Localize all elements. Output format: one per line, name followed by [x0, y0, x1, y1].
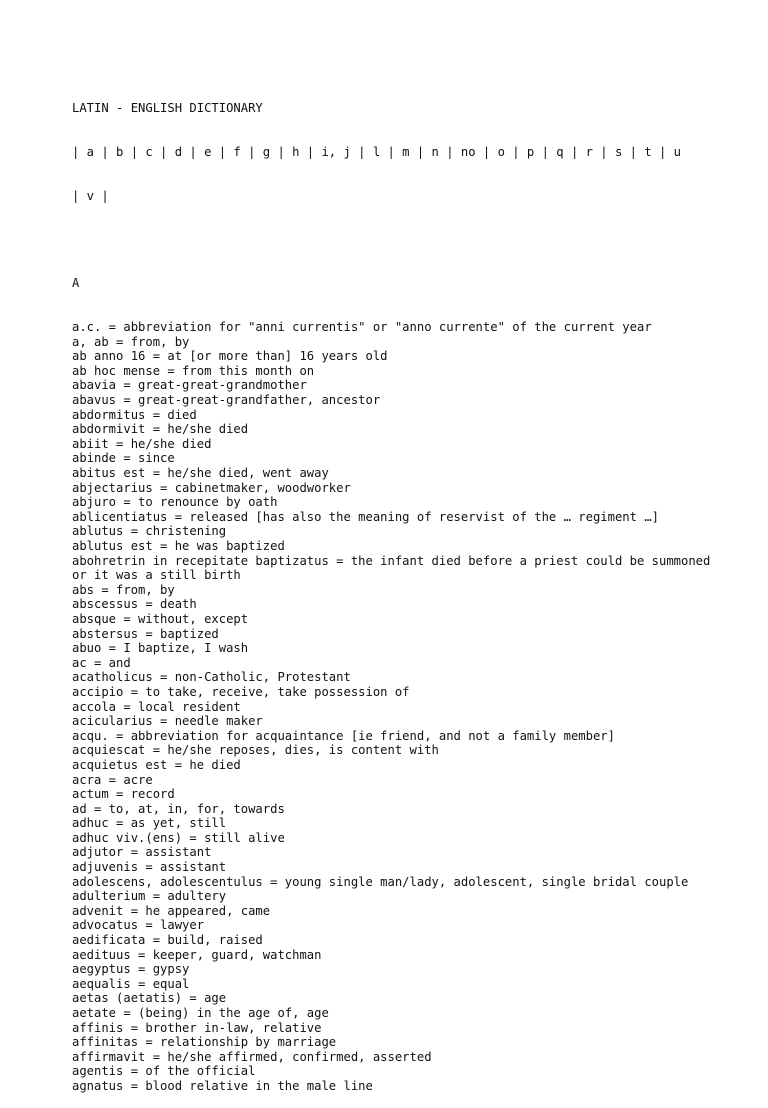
dictionary-entry: accola = local resident: [72, 699, 241, 714]
dictionary-entry: ab hoc mense = from this month on: [72, 363, 315, 378]
dictionary-entry: acatholicus = non-Catholic, Protestant: [72, 670, 351, 685]
dictionary-entry: abdormitus = died: [72, 407, 197, 422]
letter-index-line-1: | a | b | c | d | e | f | g | h | i, j | l | m | n | no | o | p | q | r | s | t | u: [72, 144, 682, 159]
dictionary-entry: abscessus = death: [72, 597, 197, 612]
dictionary-entry: acquietus est = he died: [72, 757, 241, 772]
dictionary-entry: abiit = he/she died: [72, 436, 212, 451]
letter-index-line-2: | v |: [72, 188, 109, 203]
dictionary-entry: accipio = to take, receive, take possession of: [72, 684, 410, 699]
dictionary-entry: aedificata = build, raised: [72, 933, 263, 948]
dictionary-entry: adolescens, adolescentulus = young single man/lady, adolescent, single bridal couple: [72, 874, 689, 889]
dictionary-entry: affinis = brother in-law, relative: [72, 1020, 322, 1035]
dictionary-entry: affinitas = relationship by marriage: [72, 1035, 337, 1050]
dictionary-entry: acquiescat = he/she reposes, dies, is content with: [72, 743, 439, 758]
dictionary-entry: advocatus = lawyer: [72, 918, 205, 933]
dictionary-entry: abavia = great-great-grandmother: [72, 378, 307, 393]
dictionary-entry: a, ab = from, by: [72, 334, 190, 349]
dictionary-entry: acra = acre: [72, 772, 153, 787]
dictionary-entry: advenit = he appeared, came: [72, 903, 271, 918]
document-page: [72, 72, 718, 1108]
dictionary-entry: adjuvenis = assistant: [72, 860, 227, 875]
dictionary-entry: absque = without, except: [72, 611, 249, 626]
dictionary-entry: agnatus = blood relative in the male line: [72, 1078, 373, 1093]
dictionary-entry: abstersus = baptized: [72, 626, 219, 641]
dictionary-entry: aetas (aetatis) = age: [72, 991, 227, 1006]
dictionary-entry: ab anno 16 = at [or more than] 16 years old: [72, 349, 388, 364]
dictionary-entry: aequalis = equal: [72, 976, 190, 991]
dictionary-entry: aetate = (being) in the age of, age: [72, 1006, 329, 1020]
dictionary-entry: adhuc viv.(ens) = still alive: [72, 830, 285, 845]
document-title: LATIN - ENGLISH DICTIONARY: [72, 101, 263, 116]
dictionary-entry: adjutor = assistant: [72, 845, 212, 860]
section-letter-heading: A: [72, 276, 80, 291]
dictionary-entry: aegyptus = gypsy: [72, 962, 190, 977]
dictionary-entry: ablicentiatus = released [has also the meaning of reservist of the … regiment …]: [72, 509, 659, 524]
dictionary-entry: abs = from, by: [72, 582, 175, 597]
dictionary-entry: abuo = I baptize, I wash: [72, 641, 249, 656]
dictionary-entry: ablutus est = he was baptized: [72, 539, 285, 553]
dictionary-entry: abinde = since: [72, 451, 175, 466]
blank-line: [72, 233, 712, 248]
dictionary-entry-list: [72, 320, 718, 1093]
dictionary-entry: ablutus = christening: [72, 524, 227, 539]
dictionary-entry: a.c. = abbreviation for "anni currentis" or "anno currente" of the current year: [72, 320, 652, 335]
dictionary-entry: affirmavit = he/she affirmed, confirmed, asserted: [72, 1049, 432, 1064]
dictionary-entry: actum = record: [72, 787, 175, 802]
dictionary-entry: abitus est = he/she died, went away: [72, 466, 329, 481]
dictionary-entry: acqu. = abbreviation for acquaintance [ie friend, and not a family member]: [72, 728, 615, 743]
dictionary-entry: abavus = great-great-grandfather, ancestor: [72, 393, 381, 408]
dictionary-entry: adulterium = adultery: [72, 889, 227, 904]
dictionary-entry: ac = and: [72, 655, 131, 670]
dictionary-entry: abjectarius = cabinetmaker, woodworker: [72, 480, 351, 495]
dictionary-entry: agentis = of the official: [72, 1064, 256, 1079]
dictionary-entry: abohretrin in recepitate baptizatus = the infant died before a priest could be summoned or it was a still birth: [72, 553, 718, 583]
dictionary-entry: abjuro = to renounce by oath: [72, 495, 278, 510]
dictionary-entry: ad = to, at, in, for, towards: [72, 801, 285, 816]
dictionary-entry: aedituus = keeper, guard, watchman: [72, 947, 322, 962]
dictionary-entry: adhuc = as yet, still: [72, 816, 227, 831]
dictionary-entry: acicularius = needle maker: [72, 714, 263, 729]
dictionary-entry: abdormivit = he/she died: [72, 422, 249, 437]
